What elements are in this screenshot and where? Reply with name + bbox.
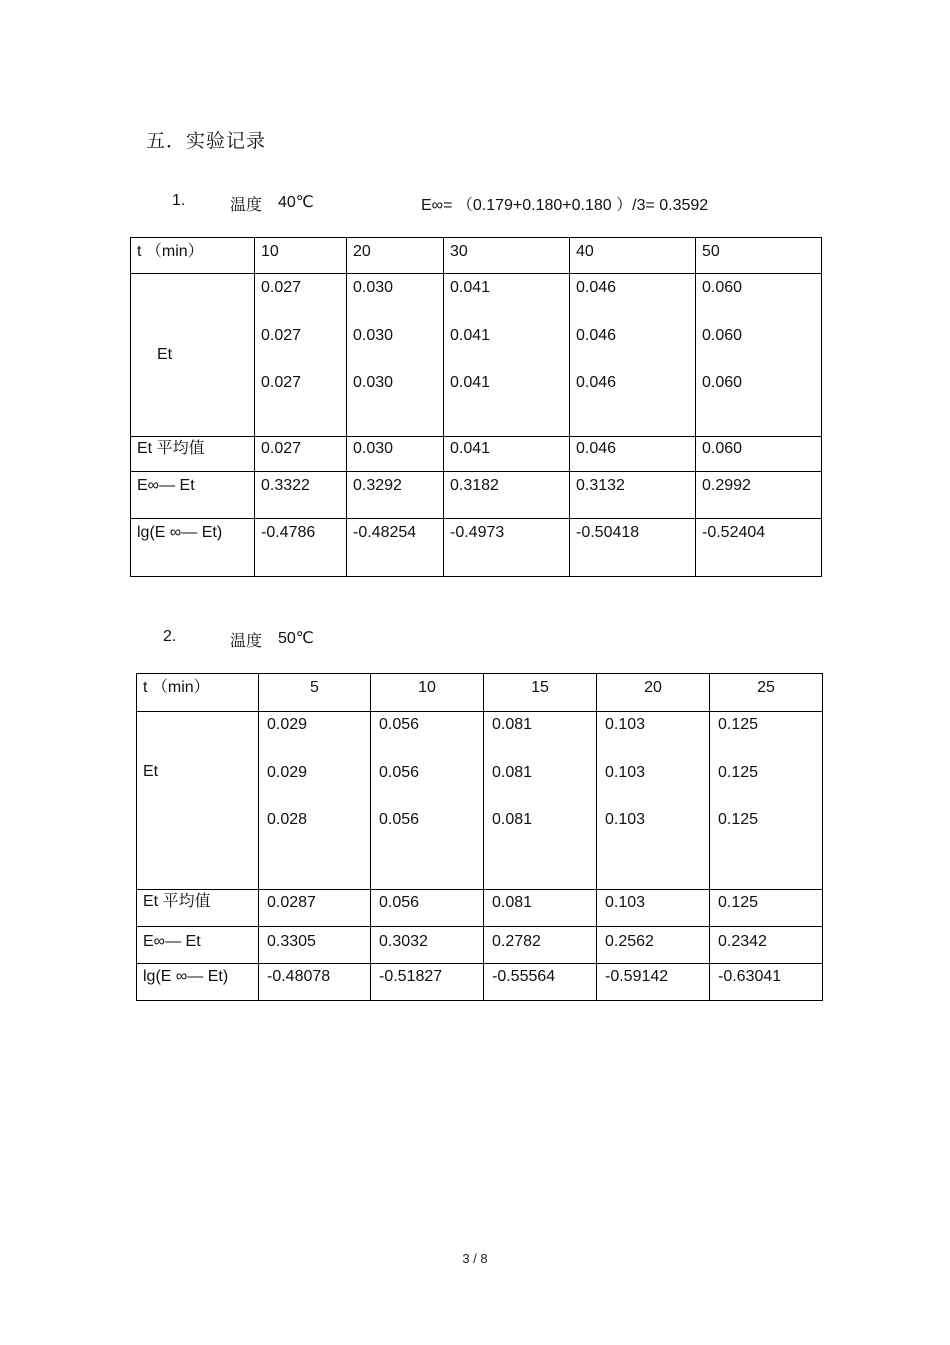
et-value: 0.027 <box>261 279 302 296</box>
et-value: 0.081 <box>492 811 533 828</box>
lg-cell: -0.48254 <box>347 519 444 577</box>
et-value: 0.046 <box>576 326 617 344</box>
et-value: 0.081 <box>492 716 533 733</box>
avg-cell: 0.125 <box>710 890 823 927</box>
table-row <box>137 674 823 712</box>
lg-cell: -0.4786 <box>255 519 347 577</box>
time-cell: 20 <box>597 674 710 712</box>
lg-cell: -0.4973 <box>444 519 570 577</box>
diff-cell: 0.3322 <box>255 472 347 519</box>
avg-cell: 0.060 <box>696 437 822 472</box>
et-label: Et <box>143 763 159 780</box>
table-row <box>137 712 823 890</box>
avg-label-cell: Et 平均值 <box>137 890 259 927</box>
et-cell <box>371 712 484 890</box>
et-label-cell <box>137 712 259 890</box>
exp2-heading <box>0 628 950 650</box>
avg-cell: 0.081 <box>484 890 597 927</box>
lg-label-cell: lg(E ∞— Et) <box>137 964 259 1001</box>
exp1-table <box>130 237 822 577</box>
et-value: 0.030 <box>353 374 394 391</box>
et-cell <box>597 712 710 890</box>
et-value: 0.056 <box>379 763 420 781</box>
et-value: 0.046 <box>576 279 617 296</box>
exp2-table <box>136 673 823 1001</box>
section-title: 五．实验记录 <box>146 130 267 152</box>
table-row <box>131 238 822 274</box>
diff-cell: 0.2562 <box>597 927 710 964</box>
et-value: 0.103 <box>605 716 646 733</box>
diff-cell: 0.3305 <box>259 927 371 964</box>
et-value: 0.041 <box>450 279 491 296</box>
time-cell: 10 <box>255 238 347 274</box>
time-cell: 30 <box>444 238 570 274</box>
et-cell <box>255 274 347 437</box>
et-value: 0.041 <box>450 374 491 391</box>
page-number: 3 / 8 <box>462 1251 488 1266</box>
avg-cell: 0.030 <box>347 437 444 472</box>
header-label-cell: t （min） <box>137 674 259 712</box>
et-label-cell <box>131 274 255 437</box>
et-label: Et <box>157 346 173 363</box>
et-value: 0.027 <box>261 374 302 391</box>
avg-cell: 0.027 <box>255 437 347 472</box>
time-cell: 50 <box>696 238 822 274</box>
avg-cell: 0.041 <box>444 437 570 472</box>
time-cell: 25 <box>710 674 823 712</box>
lg-cell: -0.51827 <box>371 964 484 1001</box>
diff-cell: 0.3182 <box>444 472 570 519</box>
et-cell <box>696 274 822 437</box>
et-value: 0.030 <box>353 326 394 344</box>
table-row <box>131 519 822 577</box>
et-cell <box>444 274 570 437</box>
et-value: 0.125 <box>718 716 759 733</box>
et-value: 0.056 <box>379 716 420 733</box>
et-cell <box>710 712 823 890</box>
diff-cell: 0.2782 <box>484 927 597 964</box>
exp1-number: 1. <box>172 192 186 209</box>
exp2-temp-value: 50℃ <box>278 630 314 647</box>
time-cell: 5 <box>259 674 371 712</box>
et-cell <box>570 274 696 437</box>
time-cell: 20 <box>347 238 444 274</box>
diff-label-cell: E∞— Et <box>137 927 259 964</box>
lg-cell: -0.55564 <box>484 964 597 1001</box>
diff-cell: 0.3132 <box>570 472 696 519</box>
et-value: 0.046 <box>576 374 617 391</box>
avg-cell: 0.056 <box>371 890 484 927</box>
et-value: 0.028 <box>267 811 308 828</box>
et-value: 0.081 <box>492 763 533 781</box>
avg-label-cell: Et 平均值 <box>131 437 255 472</box>
table-row <box>131 274 822 437</box>
lg-cell: -0.50418 <box>570 519 696 577</box>
table-row <box>137 927 823 964</box>
et-value: 0.056 <box>379 811 420 828</box>
et-value: 0.027 <box>261 326 302 344</box>
lg-cell: -0.52404 <box>696 519 822 577</box>
avg-cell: 0.0287 <box>259 890 371 927</box>
exp2-number: 2. <box>163 628 177 645</box>
time-cell: 15 <box>484 674 597 712</box>
et-cell <box>347 274 444 437</box>
time-cell: 40 <box>570 238 696 274</box>
exp1-heading <box>0 192 950 214</box>
et-value: 0.060 <box>702 374 743 391</box>
table-row <box>137 964 823 1001</box>
diff-cell: 0.3032 <box>371 927 484 964</box>
et-value: 0.030 <box>353 279 394 296</box>
et-value: 0.103 <box>605 811 646 828</box>
et-value: 0.060 <box>702 326 743 344</box>
lg-cell: -0.59142 <box>597 964 710 1001</box>
time-cell: 10 <box>371 674 484 712</box>
diff-cell: 0.2342 <box>710 927 823 964</box>
et-cell <box>259 712 371 890</box>
et-value: 0.029 <box>267 716 308 733</box>
diff-cell: 0.2992 <box>696 472 822 519</box>
exp1-einf-formula: E∞= （0.179+0.180+0.180 ）/3= 0.3592 <box>421 197 709 214</box>
lg-cell: -0.63041 <box>710 964 823 1001</box>
header-label-cell: t （min） <box>131 238 255 274</box>
lg-label-cell: lg(E ∞— Et) <box>131 519 255 577</box>
table-row <box>137 890 823 927</box>
et-value: 0.029 <box>267 763 308 781</box>
et-value: 0.041 <box>450 326 491 344</box>
et-cell <box>484 712 597 890</box>
avg-cell: 0.103 <box>597 890 710 927</box>
table-row <box>131 472 822 519</box>
et-value: 0.125 <box>718 811 759 828</box>
exp2-temp-label: 温度 <box>230 631 263 650</box>
table-row <box>131 437 822 472</box>
avg-cell: 0.046 <box>570 437 696 472</box>
et-value: 0.060 <box>702 279 743 296</box>
et-value: 0.125 <box>718 763 759 781</box>
exp1-temp-value: 40℃ <box>278 194 314 211</box>
et-value: 0.103 <box>605 763 646 781</box>
exp1-temp-label: 温度 <box>230 195 263 214</box>
diff-label-cell: E∞— Et <box>131 472 255 519</box>
lg-cell: -0.48078 <box>259 964 371 1001</box>
diff-cell: 0.3292 <box>347 472 444 519</box>
